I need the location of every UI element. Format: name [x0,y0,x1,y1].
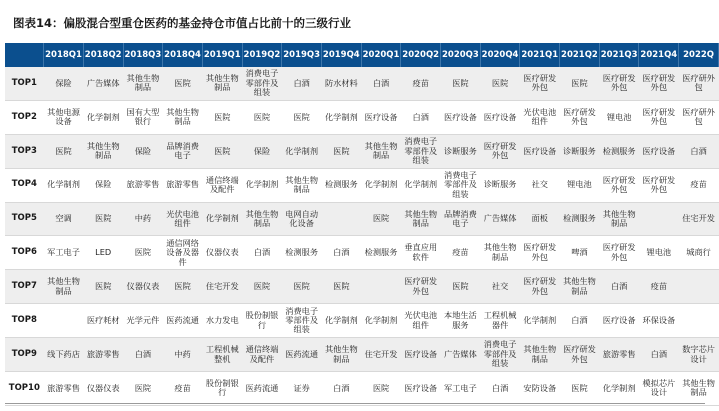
industry-cell: 消费电子零部件及组装 [480,338,520,372]
industry-cell: 国有大型银行 [123,100,163,134]
industry-cell: 仪器仪表 [123,270,163,304]
column-header: 2021Q2 [560,43,600,67]
industry-cell: 锂电池 [599,100,639,134]
column-header: 2021Q1 [520,43,560,67]
column-header: 2021Q3 [599,43,639,67]
industry-cell: 白酒 [242,236,282,270]
holdings-table [5,43,719,406]
industry-cell: 社交 [480,270,520,304]
industry-cell: 医疗研发外包 [560,338,600,372]
industry-cell: 防水材料 [321,67,361,100]
industry-cell: 检测服务 [321,168,361,202]
industry-cell: 医疗设备 [599,304,639,338]
industry-cell: 消费电子零部件及组装 [441,168,481,202]
industry-cell: 其他生物制品 [361,134,401,168]
industry-cell: 化学制剂 [202,202,242,236]
industry-cell: 其他生物制品 [480,236,520,270]
industry-cell: 医院 [242,270,282,304]
industry-cell: 其他电源设备 [44,100,84,134]
industry-cell: 住宅开发 [361,338,401,372]
industry-cell: 医疗设备 [480,100,520,134]
row-rank-label: TOP4 [5,168,44,202]
row-rank-label: TOP9 [5,338,44,372]
industry-cell: 住宅开发 [679,202,719,236]
industry-cell: 通信终端及配件 [202,168,242,202]
industry-cell: 锂电池 [639,236,679,270]
industry-cell: 医院 [123,236,163,270]
industry-cell [44,304,84,338]
industry-cell: 光学元件 [123,304,163,338]
industry-cell: 医院 [282,100,322,134]
industry-cell: 白酒 [321,236,361,270]
industry-cell: 医疗耗材 [83,304,123,338]
industry-cell: 医疗研发外包 [520,67,560,100]
column-header: 2020Q2 [401,43,441,67]
industry-cell: 医药流通 [163,304,203,338]
industry-cell: 白酒 [123,338,163,372]
table-row [5,338,719,372]
industry-cell: 医疗研发外包 [599,236,639,270]
table-row [5,202,719,236]
industry-cell: 本地生活服务 [441,304,481,338]
industry-cell: 中药 [123,202,163,236]
industry-cell: 旅游零售 [599,338,639,372]
industry-cell: 仪器仪表 [202,236,242,270]
industry-cell: 工程机械整机 [202,338,242,372]
industry-cell: 白酒 [282,67,322,100]
column-header: 2019Q2 [242,43,282,67]
industry-cell: 化学制剂 [44,168,84,202]
industry-cell: 其他生物制品 [282,168,322,202]
industry-cell: 白酒 [401,100,441,134]
industry-cell: 其他生物制品 [599,202,639,236]
industry-cell: 检测服务 [599,134,639,168]
bottom-divider [5,403,705,404]
industry-cell: 线下药店 [44,338,84,372]
industry-cell: 医院 [361,372,401,406]
industry-cell: 医疗研发外包 [480,134,520,168]
table-header-row [5,43,719,67]
table-row [5,270,719,304]
industry-cell: 医疗研发外包 [599,67,639,100]
industry-cell: 医院 [44,134,84,168]
industry-cell: 疫苗 [639,270,679,304]
industry-cell: 医院 [560,372,600,406]
industry-cell: 医疗设备 [401,338,441,372]
industry-cell: 社交 [520,168,560,202]
industry-cell: 医疗设备 [361,100,401,134]
industry-cell: 医院 [441,67,481,100]
industry-cell: 化学制剂 [242,168,282,202]
industry-cell: 医疗设备 [441,100,481,134]
industry-cell: 医药流通 [242,372,282,406]
industry-cell: 白酒 [639,338,679,372]
industry-cell: 诊断服务 [480,168,520,202]
industry-cell: 保险 [123,134,163,168]
industry-cell: 垂直应用软件 [401,236,441,270]
industry-cell: 其他生物制品 [679,372,719,406]
industry-cell: 其他生物制品 [401,202,441,236]
industry-cell: 医疗设备 [520,134,560,168]
industry-cell: 化学制剂 [599,372,639,406]
industry-cell: 医院 [441,270,481,304]
industry-cell: 诊断服务 [441,134,481,168]
industry-cell: 其他生物制品 [44,270,84,304]
table-row [5,67,719,100]
column-header: 2022Q [679,43,719,67]
chart-title: 图表14：偏股混合型重仓医药的基金持仓市值占比前十的三级行业 [13,16,351,30]
industry-cell: 医疗设备 [401,372,441,406]
industry-cell: 化学制剂 [520,304,560,338]
table-row [5,236,719,270]
industry-cell: 军工电子 [44,236,84,270]
industry-cell: 其他生物制品 [123,67,163,100]
industry-cell: 化学制剂 [361,168,401,202]
industry-cell: 医院 [560,67,600,100]
industry-cell: 化学制剂 [321,304,361,338]
industry-cell: 中药 [163,338,203,372]
industry-cell: 锂电池 [560,168,600,202]
industry-cell: 医疗研发外包 [639,100,679,134]
industry-cell: 医疗研发外包 [520,236,560,270]
industry-cell [639,202,679,236]
column-header: 2019Q4 [321,43,361,67]
table-row [5,168,719,202]
column-header: 2020Q4 [480,43,520,67]
industry-cell: 啤酒 [560,236,600,270]
industry-cell: 通信终端及配件 [242,338,282,372]
industry-cell: 医疗研发外包 [401,270,441,304]
industry-cell: 白酒 [361,67,401,100]
table-body [5,67,719,405]
row-rank-label: TOP3 [5,134,44,168]
industry-cell: 旅游零售 [123,168,163,202]
industry-cell: 证券 [282,372,322,406]
industry-cell: 医疗研发外包 [639,67,679,100]
industry-cell: 安防设备 [520,372,560,406]
industry-cell: 医药流通 [282,338,322,372]
column-header: 2018Q2 [83,43,123,67]
industry-cell: 疫苗 [401,67,441,100]
column-header: 2018Q4 [163,43,203,67]
industry-cell: 医院 [480,67,520,100]
header-corner [5,43,44,67]
table-row [5,304,719,338]
industry-cell: 工程机械器件 [480,304,520,338]
industry-cell: 医疗研发外包 [639,168,679,202]
industry-cell: 医院 [361,202,401,236]
industry-cell: 光伏电池组件 [163,202,203,236]
industry-cell: 其他生物制品 [560,270,600,304]
industry-cell: 检测服务 [361,236,401,270]
industry-cell: 光伏电池组件 [520,100,560,134]
row-rank-label: TOP6 [5,236,44,270]
industry-cell: 检测服务 [282,236,322,270]
industry-cell: 医疗研发外包 [520,270,560,304]
industry-cell: 医院 [202,100,242,134]
industry-cell: 保险 [242,134,282,168]
industry-cell: 旅游零售 [83,338,123,372]
industry-cell: 其他生物制品 [202,67,242,100]
industry-cell: 白酒 [321,372,361,406]
industry-cell: 化学制剂 [282,134,322,168]
industry-cell: 疫苗 [441,236,481,270]
industry-cell: 水力发电 [202,304,242,338]
industry-cell: 光伏电池组件 [401,304,441,338]
industry-cell: 医院 [321,270,361,304]
industry-cell: 其他生物制品 [520,338,560,372]
table-row [5,372,719,406]
industry-cell: 医疗研发外包 [599,168,639,202]
row-rank-label: TOP10 [5,372,44,406]
industry-cell: 白酒 [599,270,639,304]
industry-cell: 消费电子零部件及组装 [242,67,282,100]
column-header: 2020Q3 [441,43,481,67]
industry-cell: 空调 [44,202,84,236]
row-rank-label: TOP2 [5,100,44,134]
industry-cell: 化学制剂 [83,100,123,134]
industry-cell: 医院 [321,134,361,168]
industry-cell: 消费电子零部件及组装 [282,304,322,338]
industry-cell: 其他生物制品 [242,202,282,236]
industry-cell: 军工电子 [441,372,481,406]
industry-cell: 医院 [242,100,282,134]
industry-cell: 化学制剂 [361,304,401,338]
industry-cell [679,270,719,304]
industry-cell: 面板 [520,202,560,236]
industry-cell: 消费电子零部件及组装 [401,134,441,168]
industry-cell: 仪器仪表 [83,372,123,406]
industry-cell: 医疗研外包 [679,67,719,100]
industry-cell: 品牌消费电子 [441,202,481,236]
industry-cell [361,270,401,304]
industry-cell: 检测服务 [560,202,600,236]
column-header: 2018Q1 [44,43,84,67]
industry-cell: 电网自动化设备 [282,202,322,236]
industry-cell: 白酒 [679,134,719,168]
industry-cell: 广告媒体 [480,202,520,236]
column-header: 2021Q4 [639,43,679,67]
industry-cell: 其他生物制品 [163,100,203,134]
row-rank-label: TOP1 [5,67,44,100]
industry-cell: 白酒 [480,372,520,406]
row-rank-label: TOP5 [5,202,44,236]
industry-cell: 医院 [163,270,203,304]
industry-cell: 城商行 [679,236,719,270]
industry-cell: 医院 [163,67,203,100]
industry-cell: 住宅开发 [202,270,242,304]
industry-cell: 旅游零售 [163,168,203,202]
industry-cell: 品牌消费电子 [163,134,203,168]
table-row [5,100,719,134]
industry-cell: 其他生物制品 [321,338,361,372]
industry-cell: 数字芯片设计 [679,338,719,372]
industry-cell: 医院 [282,270,322,304]
industry-cell: 环保设备 [639,304,679,338]
holdings-table-container [5,43,715,401]
row-rank-label: TOP7 [5,270,44,304]
column-header: 2019Q3 [282,43,322,67]
industry-cell [321,202,361,236]
industry-cell: 医院 [83,202,123,236]
industry-cell [679,304,719,338]
row-rank-label: TOP8 [5,304,44,338]
industry-cell: LED [83,236,123,270]
industry-cell: 疫苗 [679,168,719,202]
industry-cell: 保险 [83,168,123,202]
industry-cell: 医院 [202,134,242,168]
industry-cell: 白酒 [560,304,600,338]
industry-cell: 医院 [83,270,123,304]
column-header: 2018Q3 [123,43,163,67]
industry-cell: 股份制银行 [242,304,282,338]
industry-cell: 广告媒体 [441,338,481,372]
industry-cell: 广告媒体 [83,67,123,100]
column-header: 2020Q1 [361,43,401,67]
industry-cell: 诊断服务 [560,134,600,168]
industry-cell: 保险 [44,67,84,100]
industry-cell: 股份制银行 [202,372,242,406]
industry-cell: 医院 [123,372,163,406]
industry-cell: 旅游零售 [44,372,84,406]
industry-cell: 医疗设备 [639,134,679,168]
industry-cell: 通信网络设备及器件 [163,236,203,270]
industry-cell: 其他生物制品 [83,134,123,168]
industry-cell: 模拟芯片设计 [639,372,679,406]
industry-cell: 医疗研外包 [679,100,719,134]
industry-cell: 化学制剂 [401,168,441,202]
industry-cell: 化学制剂 [321,100,361,134]
industry-cell: 疫苗 [163,372,203,406]
table-row [5,134,719,168]
industry-cell: 医疗研发外包 [560,100,600,134]
column-header: 2019Q1 [202,43,242,67]
